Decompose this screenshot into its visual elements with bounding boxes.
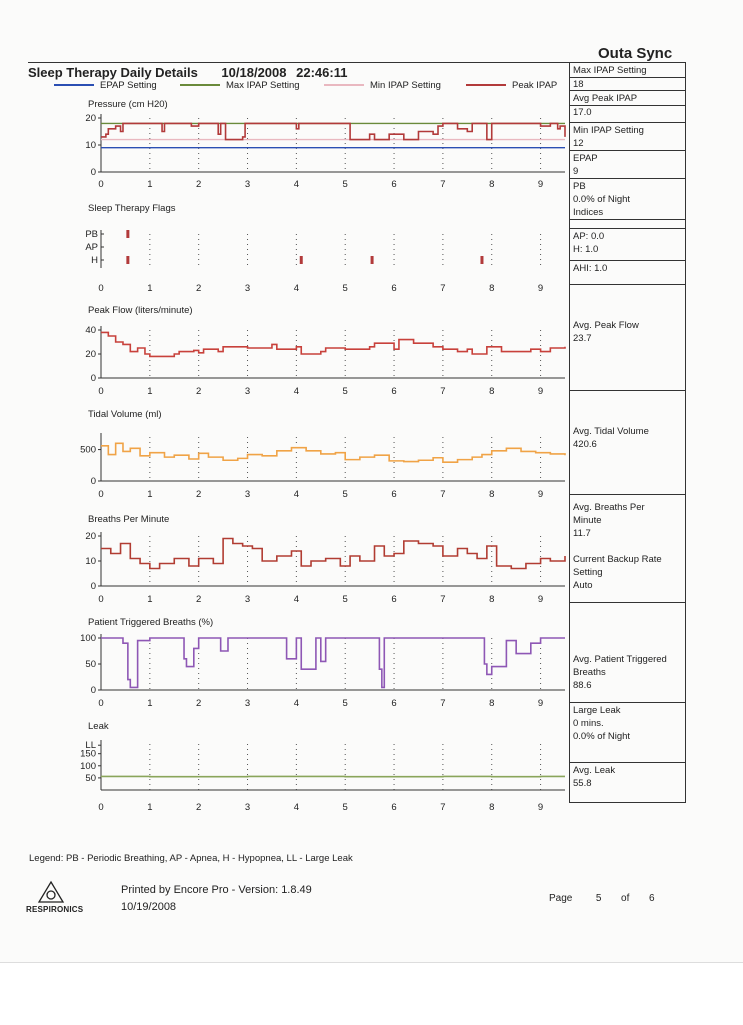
summary-line: 18 [570, 78, 685, 91]
chart-2-event-mark [371, 256, 374, 264]
summary-box [570, 91, 685, 123]
chart-5-series-1-line [101, 539, 565, 569]
chart-1-x-tick-label: 6 [391, 179, 396, 190]
chart-6-x-tick-label: 9 [538, 698, 543, 709]
summary-box [570, 261, 685, 285]
summary-line: Avg Peak IPAP [570, 92, 685, 106]
summary-line: Avg. Tidal Volume [570, 425, 685, 438]
chart-7-y-tick-label: 100 [80, 761, 96, 772]
chart-7-x-tick-label: 5 [343, 802, 348, 813]
summary-line: AP: 0.0 [570, 230, 685, 243]
chart-6-x-tick-label: 3 [245, 698, 250, 709]
chart-5-x-tick-label: 0 [98, 594, 103, 605]
chart-2-x-tick-label: 2 [196, 283, 201, 294]
summary-line: 17.0 [570, 106, 685, 119]
chart-3-y-tick-label: 40 [85, 325, 96, 336]
chart-1-x-tick-label: 9 [538, 179, 543, 190]
chart-7-x-tick-label: 6 [391, 802, 396, 813]
summary-box [570, 179, 685, 229]
summary-line: Setting [570, 566, 685, 579]
chart-2-category-label: AP [85, 242, 98, 253]
chart-6-y-tick-label: 0 [91, 685, 96, 696]
summary-line: Avg. Leak [570, 764, 685, 777]
chart-6-x-tick-label: 1 [147, 698, 152, 709]
chart-1-y-tick-label: 20 [85, 113, 96, 124]
chart-4-x-tick-label: 1 [147, 489, 152, 500]
report-date: 10/18/2008 [221, 65, 286, 80]
chart-7-x-tick-label: 9 [538, 802, 543, 813]
chart-3-title: Peak Flow (liters/minute) [88, 305, 193, 316]
chart-2-x-tick-label: 3 [245, 283, 250, 294]
chart-5-y-tick-label: 10 [85, 556, 96, 567]
chart-2-x-tick-label: 6 [391, 283, 396, 294]
chart-2-event-mark [300, 256, 303, 264]
page-number: 5 [596, 893, 602, 904]
report-title: Sleep Therapy Daily Details [28, 65, 198, 80]
printed-date: 10/19/2008 [121, 901, 176, 913]
chart-4-x-tick-label: 6 [391, 489, 396, 500]
chart-4-y-tick-label: 0 [91, 476, 96, 487]
chart-3-x-tick-label: 1 [147, 386, 152, 397]
chart-6-x-tick-label: 0 [98, 698, 103, 709]
chart-2-x-tick-label: 9 [538, 283, 543, 294]
chart-5-x-tick-label: 9 [538, 594, 543, 605]
chart-7-x-tick-label: 2 [196, 802, 201, 813]
page-indicator [549, 893, 655, 904]
chart-6-x-tick-label: 2 [196, 698, 201, 709]
summary-line: Min IPAP Setting [570, 124, 685, 137]
chart-2-x-tick-label: 5 [343, 283, 348, 294]
chart-5-title: Breaths Per Minute [88, 514, 169, 525]
chart-7-x-tick-label: 4 [294, 802, 299, 813]
chart-3-series-1-line [101, 332, 565, 356]
legend-peak-ipap-label: Peak IPAP [512, 80, 557, 91]
summary-box [570, 123, 685, 151]
summary-line: Minute [570, 514, 685, 527]
chart-7-y-tick-label: LL [85, 740, 96, 751]
respironics-logo-text: RESPIRONICS [26, 905, 83, 914]
chart-6-title: Patient Triggered Breaths (%) [88, 617, 213, 628]
chart-3-y-tick-label: 20 [85, 349, 96, 360]
summary-box [570, 229, 685, 261]
summary-line: Avg. Patient Triggered [570, 653, 685, 666]
summary-line: Auto [570, 579, 685, 592]
chart-4-x-tick-label: 4 [294, 489, 299, 500]
chart-6-x-tick-label: 5 [343, 698, 348, 709]
chart-2-category-label: PB [85, 229, 98, 240]
summary-line: Breaths [570, 666, 685, 679]
summary-box [570, 703, 685, 763]
chart-5-x-tick-label: 5 [343, 594, 348, 605]
chart-3-x-tick-label: 5 [343, 386, 348, 397]
summary-line: 23.7 [570, 332, 685, 345]
chart-3-x-tick-label: 0 [98, 386, 103, 397]
chart-5-y-tick-label: 0 [91, 581, 96, 592]
chart-2-title: Sleep Therapy Flags [88, 203, 176, 214]
summary-box [570, 495, 685, 603]
summary-line: 0.0% of Night [570, 193, 685, 206]
chart-1-x-tick-label: 1 [147, 179, 152, 190]
summary-box [570, 285, 685, 391]
summary-box [570, 763, 685, 808]
chart-5-x-tick-label: 3 [245, 594, 250, 605]
chart-5-x-tick-label: 2 [196, 594, 201, 605]
chart-3-x-tick-label: 2 [196, 386, 201, 397]
chart-7-title: Leak [88, 721, 109, 732]
summary-line: Avg. Peak Flow [570, 319, 685, 332]
page-label: Page [549, 893, 572, 904]
chart-2-event-mark [126, 256, 129, 264]
chart-5-x-tick-label: 1 [147, 594, 152, 605]
chart-1-y-tick-label: 10 [85, 140, 96, 151]
chart-2-event-mark [480, 256, 483, 264]
chart-3-x-tick-label: 9 [538, 386, 543, 397]
chart-6-x-tick-label: 7 [440, 698, 445, 709]
chart-1-x-tick-label: 7 [440, 179, 445, 190]
summary-line: EPAP [570, 152, 685, 165]
chart-4-x-tick-label: 3 [245, 489, 250, 500]
chart-5-x-tick-label: 4 [294, 594, 299, 605]
summary-panel [569, 62, 686, 803]
chart-6-x-tick-label: 4 [294, 698, 299, 709]
chart-2-x-tick-label: 7 [440, 283, 445, 294]
summary-box [570, 151, 685, 179]
summary-box [570, 391, 685, 495]
chart-5-x-tick-label: 8 [489, 594, 494, 605]
chart-1-series-4-line [101, 123, 565, 139]
chart-3-y-tick-label: 0 [91, 373, 96, 384]
chart-2-x-tick-label: 8 [489, 283, 494, 294]
legend-max-ipap-label: Max IPAP Setting [226, 80, 300, 91]
chart-3-x-tick-label: 3 [245, 386, 250, 397]
chart-6-x-tick-label: 6 [391, 698, 396, 709]
chart-5-x-tick-label: 7 [440, 594, 445, 605]
of-label: of [621, 893, 629, 904]
summary-line: H: 1.0 [570, 243, 685, 256]
chart-1-x-tick-label: 2 [196, 179, 201, 190]
summary-box [570, 603, 685, 703]
chart-7-x-tick-label: 8 [489, 802, 494, 813]
chart-1-x-tick-label: 3 [245, 179, 250, 190]
report-time: 22:46:11 [296, 65, 347, 80]
chart-4-x-tick-label: 5 [343, 489, 348, 500]
chart-1-x-tick-label: 0 [98, 179, 103, 190]
chart-2-x-tick-label: 0 [98, 283, 103, 294]
chart-4-series-1-line [101, 443, 565, 462]
summary-line: AHI: 1.0 [570, 262, 685, 275]
footer-legend: Legend: PB - Periodic Breathing, AP - Apnea, H - Hypopnea, LL - Large Leak [29, 853, 353, 864]
chart-3-x-tick-label: 4 [294, 386, 299, 397]
chart-2-x-tick-label: 1 [147, 283, 152, 294]
legend-min-ipap-label: Min IPAP Setting [370, 80, 441, 91]
chart-1-y-tick-label: 0 [91, 167, 96, 178]
summary-line: 55.8 [570, 777, 685, 790]
chart-2-x-tick-label: 4 [294, 283, 299, 294]
chart-3-x-tick-label: 8 [489, 386, 494, 397]
summary-line: 12 [570, 137, 685, 150]
summary-line: 11.7 [570, 527, 685, 540]
summary-line: 420.6 [570, 438, 685, 451]
chart-1-x-tick-label: 4 [294, 179, 299, 190]
chart-7-x-tick-label: 0 [98, 802, 103, 813]
summary-line: 0.0% of Night [570, 730, 685, 743]
legend-epap-label: EPAP Setting [100, 80, 157, 91]
chart-3-x-tick-label: 6 [391, 386, 396, 397]
chart-7-y-tick-label: 150 [80, 749, 96, 760]
chart-2-event-mark [126, 230, 129, 238]
summary-line: 0 mins. [570, 717, 685, 730]
summary-line: Current Backup Rate [570, 553, 685, 566]
summary-line: PB [570, 180, 685, 193]
summary-line: 9 [570, 165, 685, 178]
summary-line: Max IPAP Setting [570, 64, 685, 78]
chart-6-y-tick-label: 100 [80, 633, 96, 644]
chart-1-title: Pressure (cm H20) [88, 99, 168, 110]
summary-line [570, 540, 685, 553]
chart-7-x-tick-label: 3 [245, 802, 250, 813]
summary-line: Indices [570, 206, 685, 220]
chart-6-y-tick-label: 50 [85, 659, 96, 670]
chart-4-x-tick-label: 0 [98, 489, 103, 500]
chart-4-title: Tidal Volume (ml) [88, 409, 162, 420]
chart-4-x-tick-label: 9 [538, 489, 543, 500]
chart-2-category-label: H [91, 255, 98, 266]
scan-margin [0, 962, 743, 1025]
chart-4-x-tick-label: 7 [440, 489, 445, 500]
chart-1-x-tick-label: 8 [489, 179, 494, 190]
chart-5-x-tick-label: 6 [391, 594, 396, 605]
chart-4-x-tick-label: 8 [489, 489, 494, 500]
chart-4-y-tick-label: 500 [80, 445, 96, 456]
total-pages: 6 [649, 893, 655, 904]
summary-line: 88.6 [570, 679, 685, 692]
chart-7-x-tick-label: 7 [440, 802, 445, 813]
summary-box [570, 63, 685, 91]
printed-by: Printed by Encore Pro - Version: 1.8.49 [121, 884, 312, 896]
chart-4-x-tick-label: 2 [196, 489, 201, 500]
chart-6-x-tick-label: 8 [489, 698, 494, 709]
chart-5-y-tick-label: 20 [85, 531, 96, 542]
chart-7-y-tick-label: 50 [85, 773, 96, 784]
chart-3-x-tick-label: 7 [440, 386, 445, 397]
brand-name: Outa Sync [598, 45, 672, 62]
chart-7-x-tick-label: 1 [147, 802, 152, 813]
chart-1-x-tick-label: 5 [343, 179, 348, 190]
summary-line: Large Leak [570, 704, 685, 717]
summary-line: Avg. Breaths Per [570, 501, 685, 514]
chart-6-series-1-line [101, 638, 565, 687]
